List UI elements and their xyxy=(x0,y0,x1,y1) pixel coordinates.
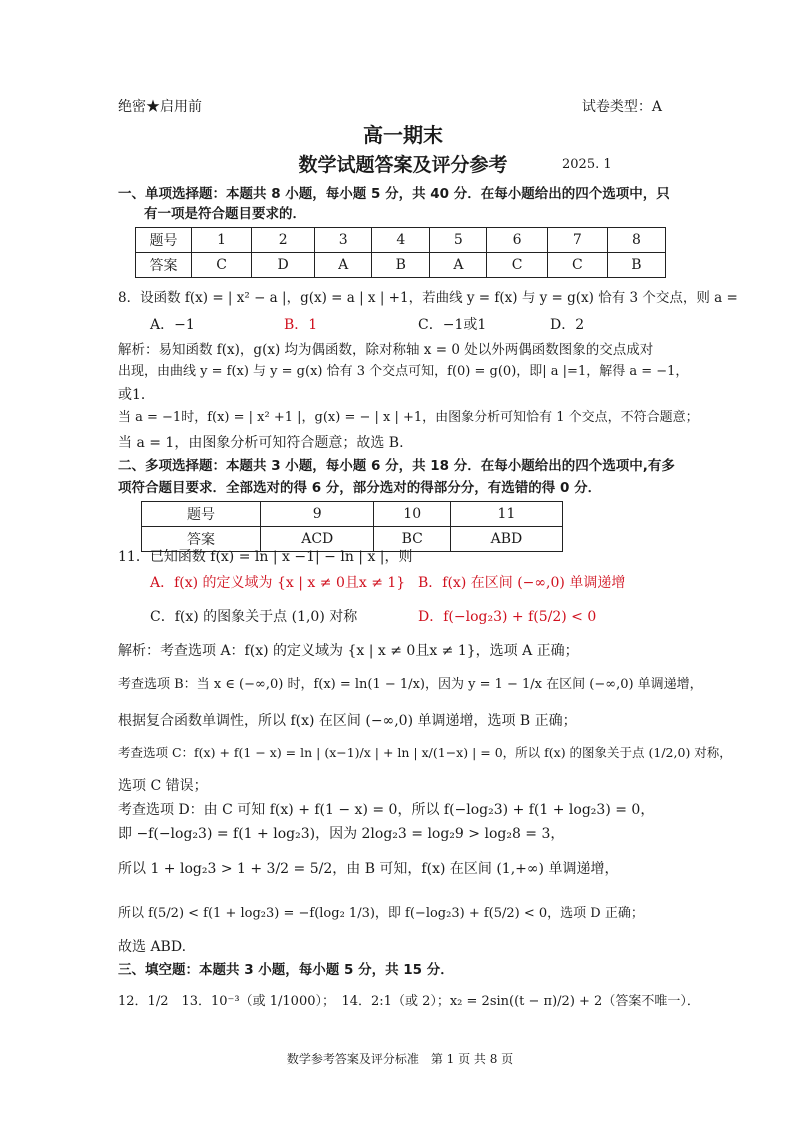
q11-solution-line3: 根据复合函数单调性，所以 f(x) 在区间 (−∞,0) 单调递增，选项 B 正确； xyxy=(118,713,577,729)
q8-option-a: A．−1 xyxy=(150,317,195,333)
date: 2025. 1 xyxy=(562,157,612,172)
q11-option-c: C．f(x) 的图象关于点 (1,0) 对称 xyxy=(150,609,358,625)
table-row-label: 题号 xyxy=(136,228,192,253)
table-cell: C xyxy=(192,253,252,278)
table-cell: B xyxy=(372,253,430,278)
table-row-label: 答案 xyxy=(136,253,192,278)
q8-stem: 8．设函数 f(x) = | x² − a |，g(x) = a | x | +1，若曲线 y = f(x) 与 y = g(x) 恰有 3 个交点，则 a = xyxy=(118,290,738,306)
section1-heading-line2: 有一项是符合题目要求的． xyxy=(144,206,306,222)
multi-choice-answer-table xyxy=(141,501,563,552)
table-cell: 3 xyxy=(315,228,372,253)
section2-heading-line2: 项符合题目要求．全部选对的得 6 分，部分选对的得部分分，有选错的得 0 分． xyxy=(118,480,602,496)
table-cell: 8 xyxy=(607,228,665,253)
q11-solution-line8: 所以 1 + log₂3 > 1 + 3/2 = 5/2，由 B 可知，f(x) 在区间 (1,+∞) 单调递增， xyxy=(118,861,619,877)
table-cell: D xyxy=(252,253,315,278)
page-title: 高一期末 xyxy=(363,123,443,147)
table-row-label: 答案 xyxy=(142,527,261,552)
q11-option-a: A．f(x) 的定义域为 {x | x ≠ 0且x ≠ 1} xyxy=(150,575,406,591)
table-cell: 4 xyxy=(372,228,430,253)
table-cell: 5 xyxy=(430,228,487,253)
q11-solution-line6: 考查选项 D：由 C 可知 f(x) + f(1 − x) = 0，所以 f(−log₂3) + f(1 + log₂3) = 0， xyxy=(118,802,655,818)
q8-solution-line3: 或1． xyxy=(118,387,155,403)
table-cell: 10 xyxy=(374,502,450,527)
table-cell: C xyxy=(547,253,607,278)
page-subtitle: 数学试题答案及评分参考 xyxy=(298,154,508,176)
q8-solution-line1: 解析：易知函数 f(x)，g(x) 均为偶函数，除对称轴 x = 0 处以外两偶函数图象的交点成对 xyxy=(118,342,654,358)
q11-stem: 11．已知函数 f(x) = ln | x −1| − ln | x |，则 xyxy=(118,549,413,565)
table-cell: A xyxy=(315,253,372,278)
table-cell: BC xyxy=(374,527,450,552)
q11-option-b: B．f(x) 在区间 (−∞,0) 单调递增 xyxy=(418,575,626,591)
table-row-numbers xyxy=(142,502,563,527)
table-cell: 2 xyxy=(252,228,315,253)
q8-solution-line2: 出现，由曲线 y = f(x) 与 y = g(x) 恰有 3 个交点可知，f(0) = g(0)，即| a |=1，解得 a = −1， xyxy=(118,364,689,379)
q8-solution-line4: 当 a = −1时，f(x) = | x² +1 |，g(x) = − | x | +1，由图象分析可知恰有 1 个交点，不符合题意； xyxy=(118,410,699,425)
table-cell: B xyxy=(607,253,665,278)
table-cell: 6 xyxy=(487,228,547,253)
q8-option-d: D．2 xyxy=(550,317,585,333)
table-cell: ABD xyxy=(450,527,562,552)
table-cell: 1 xyxy=(192,228,252,253)
table-cell: 9 xyxy=(261,502,374,527)
page-footer: 数学参考答案及评分标准 第 1 页 共 8 页 xyxy=(286,1052,514,1066)
fill-in-answers: 12．1/2 13．10⁻³（或 1/1000）； 14．2:1（或 2）；x₂ = 2sin((t − π)/2) + 2（答案不唯一）． xyxy=(118,994,700,1009)
table-row-answers xyxy=(136,253,666,278)
q11-solution-line1: 解析：考查选项 A：f(x) 的定义域为 {x | x ≠ 0且x ≠ 1}，选项 A 正确； xyxy=(118,643,579,659)
section2-heading-line1: 二、多项选择题：本题共 3 小题，每小题 6 分，共 18 分．在每小题给出的四个选项中,有多 xyxy=(118,458,675,474)
q11-solution-line2: 考查选项 B：当 x ∈ (−∞,0) 时，f(x) = ln(1 − 1/x)，因为 y = 1 − 1/x 在区间 (−∞,0) 单调递增， xyxy=(118,677,703,692)
q11-solution-line4: 考查选项 C：f(x) + f(1 − x) = ln | (x−1)/x | + ln | x/(1−x) | = 0，所以 f(x) 的图象关于点 (1/2,0) 对称， xyxy=(118,745,732,760)
table-cell: C xyxy=(487,253,547,278)
paper-type: 试卷类型：A xyxy=(581,99,662,115)
q8-solution-line5: 当 a = 1，由图象分析可知符合题意；故选 B. xyxy=(118,435,404,451)
confidential-mark: 绝密★启用前 xyxy=(118,99,202,115)
table-cell: ACD xyxy=(261,527,374,552)
section1-heading-line1: 一、单项选择题：本题共 8 小题，每小题 5 分，共 40 分．在每小题给出的四个选项中，只 xyxy=(118,186,670,202)
q11-option-d: D．f(−log₂3) + f(5/2) < 0 xyxy=(418,609,597,625)
q8-option-c: C．−1或1 xyxy=(418,317,487,333)
q11-solution-line5: 选项 C 错误； xyxy=(118,778,208,794)
section3-heading: 三、填空题：本题共 3 小题，每小题 5 分，共 15 分． xyxy=(118,962,454,978)
q11-solution-line7: 即 −f(−log₂3) = f(1 + log₂3)，因为 2log₂3 = log₂9 > log₂8 = 3， xyxy=(118,826,565,842)
table-cell: A xyxy=(430,253,487,278)
q11-solution-line10: 故选 ABD. xyxy=(118,939,187,955)
table-cell: 7 xyxy=(547,228,607,253)
table-row-label: 题号 xyxy=(142,502,261,527)
q11-solution-line9: 所以 f(5/2) < f(1 + log₂3) = −f(log₂ 1/3)，即 f(−log₂3) + f(5/2) < 0，选项 D 正确； xyxy=(118,906,644,921)
q8-option-b: B．1 xyxy=(284,317,318,333)
table-cell: 11 xyxy=(450,502,562,527)
single-choice-answer-table xyxy=(135,227,666,278)
table-row-numbers xyxy=(136,228,666,253)
